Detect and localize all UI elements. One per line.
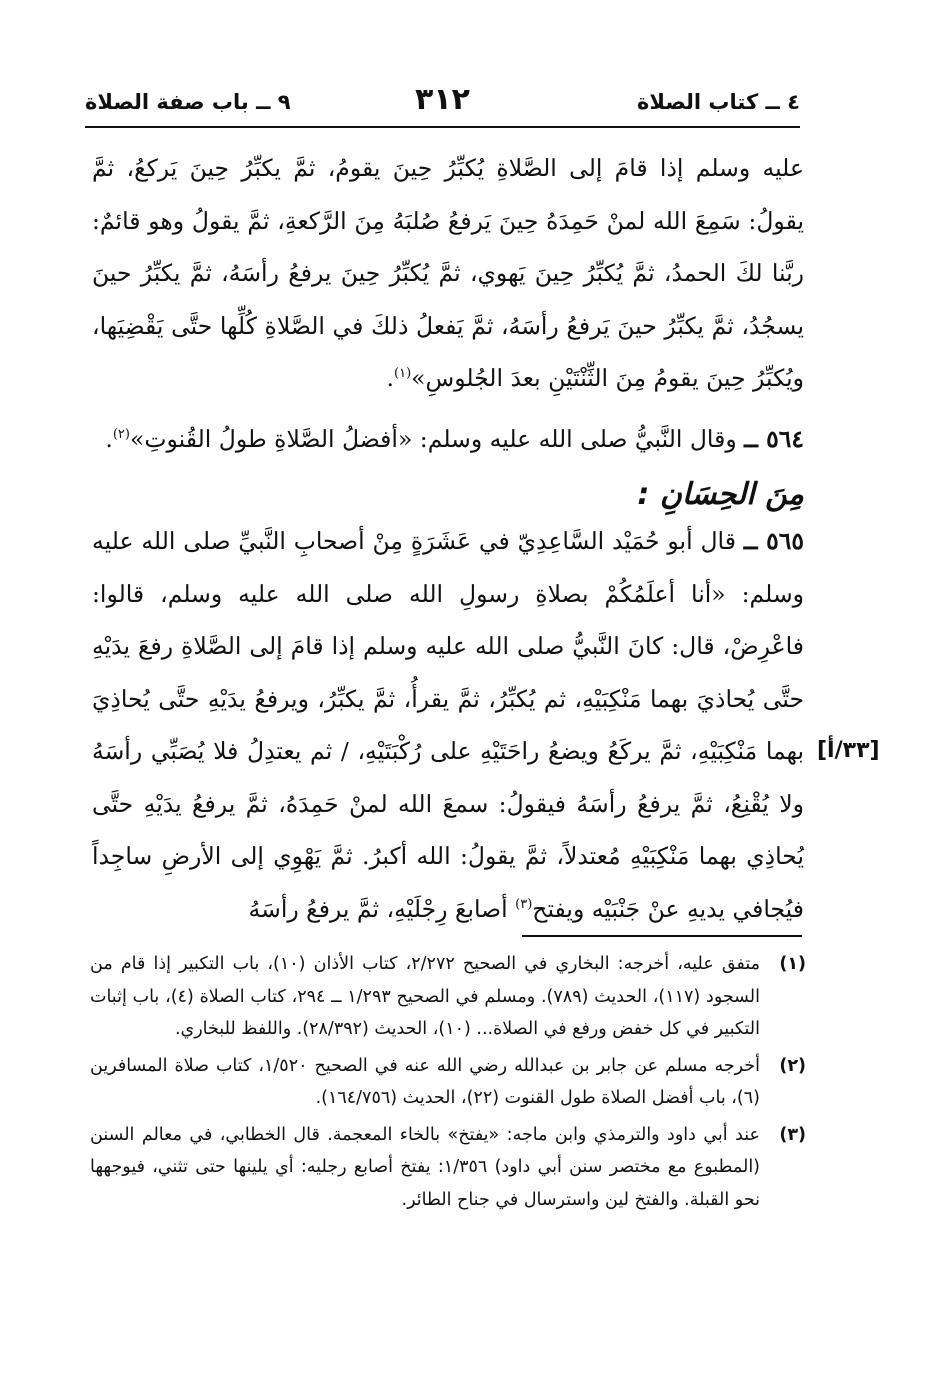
footnote — [90, 948, 806, 1046]
hadith-565 — [92, 515, 804, 935]
footnotes — [90, 948, 806, 1216]
footnote-number: (٢) — [779, 1055, 806, 1076]
footnote — [90, 1050, 806, 1115]
page-header — [85, 82, 800, 122]
footnote-ref: (١) — [394, 366, 412, 382]
footnote-ref: (٢) — [112, 426, 130, 442]
main-text — [92, 142, 804, 935]
paragraph-text: عليه وسلم إذا قامَ إلى الصَّلاةِ يُكبِّرُ حِينَ يقومُ، ثمَّ يكبِّرُ حِينَ يَركعُ، ثمَّ يقولُ: سَمِعَ الله لمنْ حَمِدَهُ حِينَ يَرفعُ صُلبَهُ مِنَ الرَّكعةِ، ثمَّ يقولُ وهو قائمٌ: ربَّنا لكَ الحمدُ، ثمَّ يُكبِّرُ حِينَ يَهوي، ثمَّ يُكبِّرُ حِينَ يرفعُ رأسَهُ، ثمَّ يكبِّرُ حينَ يسجُدُ، ثمَّ يكبِّرُ حينَ يَرفعُ رأسَهُ، ثمَّ يَفعلُ ذلكَ في الصَّلاةِ كُلِّها حتَّى يَقْضِيَها، ويُكبِّرُ حِينَ يقومُ مِنَ الثِّنْتَيْنِ بعدَ الجُلوسِ» — [92, 154, 804, 392]
footnote-text: أخرجه مسلم عن جابر بن عبدالله رضي الله عنه في الصحيح ١/٥٢٠، كتاب صلاة المسافرين (٦)، باب أفضل الصلاة طول القنوت (٢٢)، الحديث (١٦٤/٧٥٦). — [90, 1055, 760, 1108]
hadith-text: قال أبو حُمَيْد السَّاعِدِيّ في عَشَرَةٍ مِنْ أصحابِ النَّبيِّ صلى الله عليه وسلم: «أنا أعلَمُكُمْ بصلاةِ رسولِ الله صلى الله عليه وسلم، قالوا: فاعْرِضْ، قال: كانَ النَّبيُّ صلى الله عليه وسلم إذا قامَ إلى الصَّلاةِ رفعَ يدَيْهِ حتَّى يُحاذيَ بهما مَنْكِبَيْهِ، ثم يُكبِّرُ، ثمَّ يقرأُ، ثمَّ يكبِّرُ، ويرفعُ يدَيْهِ حتَّى يُحاذِيَ بهما مَنْكِبَيْهِ، ثمَّ يركَعُ ويضعُ راحَتَيْهِ على رُكْبَتَيْهِ، / ثم يعتدِلُ فلا يُصَبِّي رأسَهُ ولا يُقْنِعُ، ثمَّ يرفعُ رأسَهُ فيقولُ: سمعَ الله لمنْ حَمِدَهُ، ثمَّ يرفعُ يدَيْهِ حتَّى يُحاذِي بهما مَنْكِبَيْهِ مُعتدلاً، ثمَّ يقولُ: الله أكبرُ. ثمَّ يَهْوِي إلى الأرضِ ساجِداً فيُجافي يديهِ عنْ جَنْبَيْه ويفتح — [92, 527, 804, 923]
footnote-number: (٣) — [779, 1124, 806, 1145]
page-number: ٣١٢ — [415, 82, 470, 117]
book-title: ٤ ــ كتاب الصلاة — [636, 90, 800, 114]
footnote-text: عند أبي داود والترمذي وابن ماجه: «يفتخ» بالخاء المعجمة. قال الخطابي، في معالم السنن (المطبوع مع مختصر سنن أبي داود) ١/٣٥٦: يفتخ أصابع رجليه: أي يلينها حتى تثني، فيوجهها نحو القبلة. والفتخ لين واسترسال في جناح الطائر. — [90, 1124, 761, 1210]
footnote — [90, 1119, 806, 1217]
footnote-ref: (٣) — [515, 896, 533, 912]
footnote-rule — [522, 935, 802, 937]
hadith-564: ٥٦٤ ــ وقال النَّبيُّ صلى الله عليه وسلم: «أفضلُ الصَّلاةِ طولُ القُنوتِ»$^{(٢)}$. — [105, 424, 804, 453]
hadith-number: ٥٦٥ ــ — [743, 527, 804, 555]
hadith-number: ٥٦٤ ــ — [744, 424, 804, 453]
hadith-text: وقال النَّبيُّ صلى الله عليه وسلم: «أفضلُ الصَّلاةِ طولُ القُنوتِ» — [129, 424, 737, 453]
hadith-text-end: أصابعَ رِجْلَيْهِ، ثمَّ يرفعُ رأسَهُ — [248, 894, 508, 923]
chapter-title: ٩ ــ باب صفة الصلاة — [85, 90, 291, 114]
footnote-text: متفق عليه، أخرجه: البخاري في الصحيح ٢/٢٧٢، كتاب الأذان (١٠)، باب التكبير إذا قام من السجود (١١٧)، الحديث (٧٨٩). ومسلم في الصحيح ١/٢٩٣ ــ ٢٩٤، كتاب الصلاة (٤)، باب إثبات التكبير في كل خفض ورفع في الصلاة... (١٠)، الحديث (٢٨/٣٩٢). واللفظ للبخاري. — [90, 954, 760, 1039]
header-rule — [85, 126, 800, 128]
section-heading: مِنَ الحِسَانِ : — [637, 477, 804, 512]
paragraph-continuation: عليه وسلم إذا قامَ إلى الصَّلاةِ يُكبِّرُ حِينَ يقومُ، ثمَّ يكبِّرُ حِينَ يَركعُ، ثمَّ يقولُ: سَمِعَ الله لمنْ حَمِدَهُ حِينَ يَرفعُ صُلبَهُ مِنَ الرَّكعةِ، ثمَّ يقولُ وهو قائمٌ: ربَّنا لكَ الحمدُ، ثمَّ يُكبِّرُ حِينَ يَهوي، ثمَّ يُكبِّرُ حِينَ يرفعُ رأسَهُ، ثمَّ يكبِّرُ حينَ يسجُدُ، ثمَّ يكبِّرُ حينَ يَرفعُ رأسَهُ، ثمَّ يَفعلُ ذلكَ في الصَّلاةِ كُلِّها حتَّى يَقْضِيَها، ويُكبِّرُ حِينَ يقومُ مِنَ الثِّنْتَيْنِ بعدَ الجُلوسِ»$^{(١)}$. — [92, 154, 804, 392]
manuscript-folio-ref: [٣٣/أ] — [817, 738, 880, 763]
footnote-number: (١) — [779, 954, 806, 974]
